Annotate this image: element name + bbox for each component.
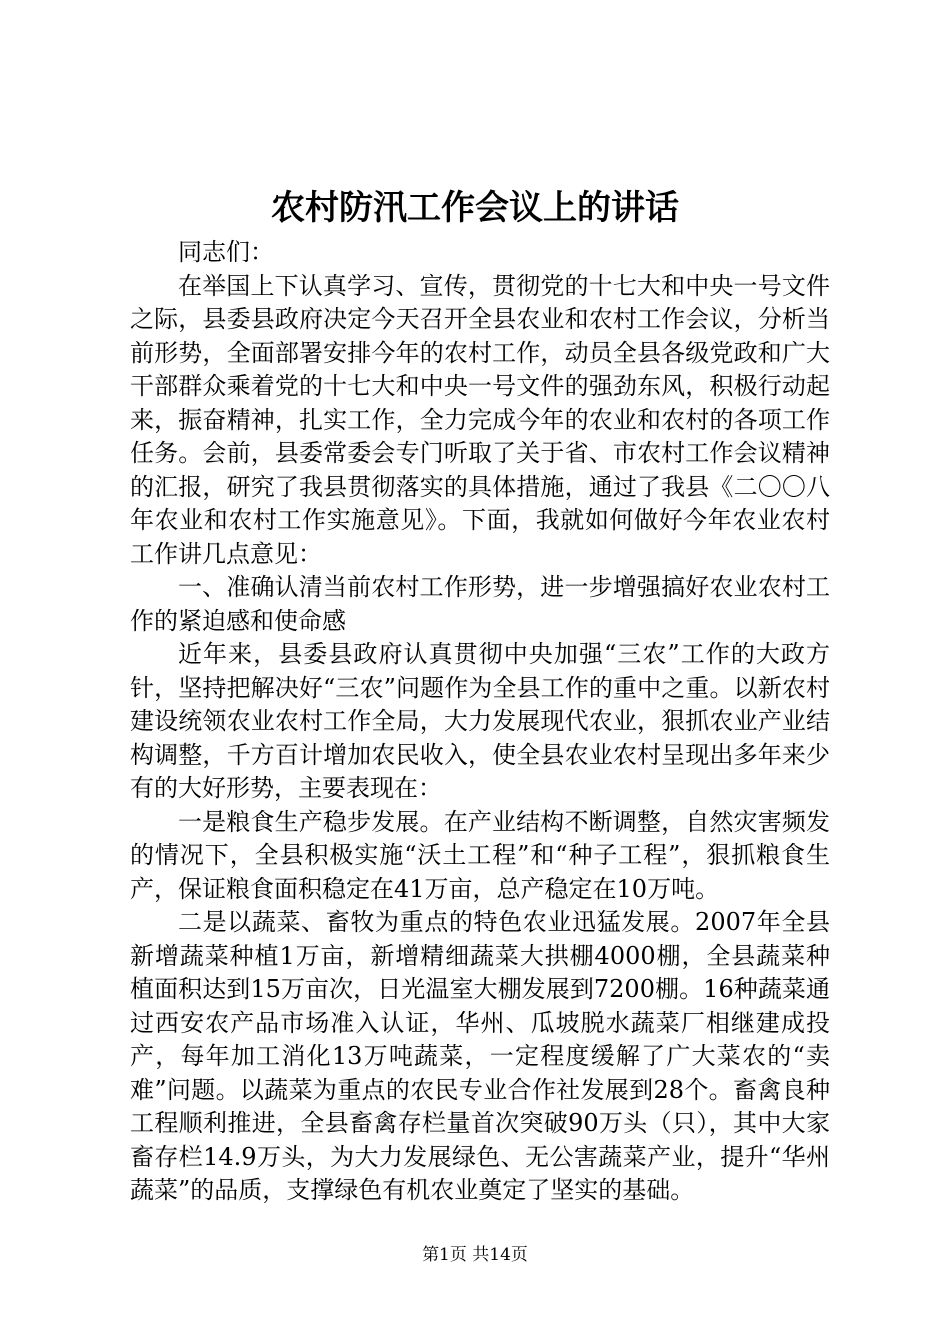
paragraph-salutation: 同志们： [178,238,274,266]
document-body [130,236,830,1208]
document-title: 农村防汛工作会议上的讲话 [271,188,679,228]
paragraph-grain: 一是粮食生产稳步发展。在产业结构不断调整，自然灾害频发的情况下，全县积极实施“沃土工程”和“种子工程”，狠抓粮食生产，保证粮食面积稳定在41万亩，总产稳定在10万吨。 [130,807,830,903]
paragraph-vegetables: 二是以蔬菜、畜牧为重点的特色农业迅猛发展。2007年全县新增蔬菜种植1万亩，新增精细蔬菜大拱棚4000棚，全县蔬菜种植面积达到15万亩次，日光温室大棚发展到7200棚。16种蔬菜通过西安农产品市场准入认证，华州、瓜坡脱水蔬菜厂相继建成投产，每年加工消化13万吨蔬菜，一定程度缓解了广大菜农的“卖难”问题。以蔬菜为重点的农民专业合作社发展到28个。畜禽良种工程顺利推进，全县畜禽存栏量首次突破90万头（只），其中大家畜存栏14.9万头，为大力发展绿色、无公害蔬菜产业，提升“华州蔬菜”的品质，支撑绿色有机农业奠定了坚实的基础。 [130,908,830,1204]
section-heading-1: 一、准确认清当前农村工作形势，进一步增强搞好农业农村工作的紧迫感和使命感 [130,573,830,635]
paragraph-overview: 近年来，县委县政府认真贯彻中央加强“三农”工作的大政方针，坚持把解决好“三农”问题作为全县工作的重中之重。以新农村建设统领农业农村工作全局，大力发展现代农业，狠抓农业产业结构调整，千方百计增加农民收入，使全县农业农村呈现出多年来少有的大好形势，主要表现在： [130,640,830,802]
page-number: 第1页 共14页 [422,1245,528,1265]
paragraph-intro: 在举国上下认真学习、宣传，贯彻党的十七大和中央一号文件之际，县委县政府决定今天召开全县农业和农村工作会议，分析当前形势，全面部署安排今年的农村工作，动员全县各级党政和广大干部群众乘着党的十七大和中央一号文件的强劲东风，积极行动起来，振奋精神，扎实工作，全力完成今年的农业和农村的各项工作任务。会前，县委常委会专门听取了关于省、市农村工作会议精神的汇报，研究了我县贯彻落实的具体措施，通过了我县《二〇〇八年农业和农村工作实施意见》。下面，我就如何做好今年农业农村工作讲几点意见： [130,271,830,568]
